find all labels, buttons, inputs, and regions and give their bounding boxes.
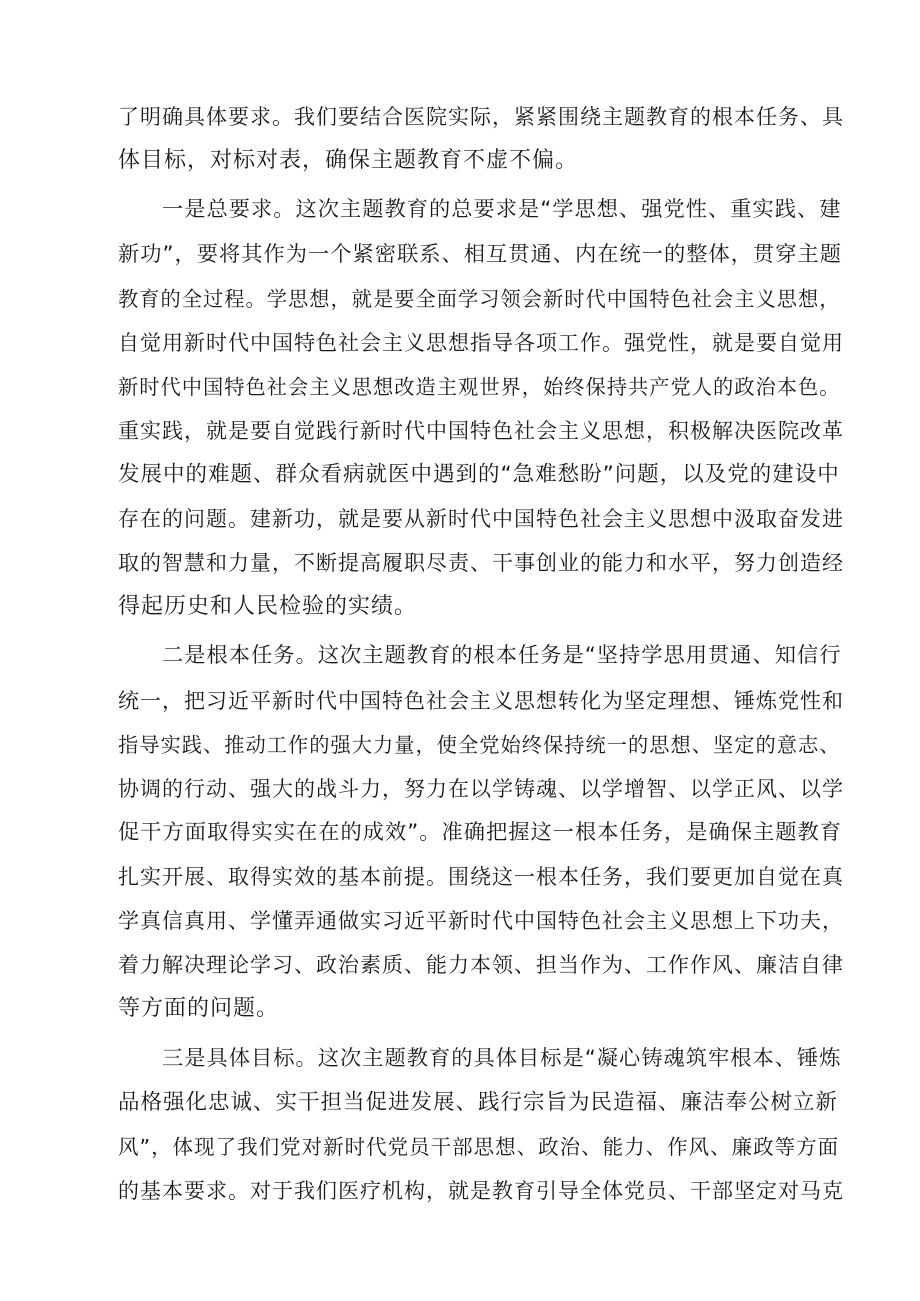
text-line: 发展中的难题、群众看病就医中遇到的“急难愁盼”问题，以及党的建设中	[118, 462, 840, 487]
text-line: 教育的全过程。学思想，就是要全面学习领会新时代中国特色社会主义思想，	[118, 287, 841, 311]
text-line: 新时代中国特色社会主义思想改造主观世界，始终保持共产党人的政治本色。	[118, 375, 841, 399]
text-line: 风”，体现了我们党对新时代党员干部思想、政治、能力、作风、廉政等方面	[118, 1135, 840, 1159]
text-line: 新功”，要将其作为一个紧密联系、相互贯通、内在统一的整体，贯穿主题	[118, 242, 843, 267]
text-line: 学真信真用、学懂弄通做实习近平新时代中国特色社会主义思想上下功夫，	[118, 909, 844, 933]
text-line: 促干方面取得实实在在的成效”。准确把握这一根本任务，是确保主题教育	[118, 820, 843, 845]
text-line: 着力解决理论学习、政治素质、能力本领、担当作为、工作作风、廉洁自律	[118, 953, 844, 977]
text-line: 等方面的问题。	[118, 996, 280, 1021]
text-line: 自觉用新时代中国特色社会主义思想指导各项工作。强党性，就是要自觉用	[118, 331, 844, 355]
text-line: 体目标，对标对表，确保主题教育不虚不偏。	[118, 148, 579, 173]
text-line: 得起历史和人民检验的实绩。	[118, 594, 418, 619]
paragraph-start-line: 二是根本任务。这次主题教育的根本任务是“坚持学思用贯通、知信行	[162, 643, 842, 668]
text-line: 统一，把习近平新时代中国特色社会主义思想转化为坚定理想、锤炼党性和	[118, 689, 844, 713]
paragraph-start-line: 一是总要求。这次主题教育的总要求是“学思想、强党性、重实践、建	[162, 197, 842, 222]
text-line: 重实践，就是要自觉践行新时代中国特色社会主义思想，积极解决医院改革	[118, 419, 844, 443]
text-line: 指导实践、推动工作的强大力量，使全党始终保持统一的思想、坚定的意志、	[118, 733, 841, 757]
text-line: 的基本要求。对于我们医疗机构，就是教育引导全体党员、干部坚定对马克	[118, 1179, 844, 1203]
text-line: 取的智慧和力量，不断提高履职尽责、干事创业的能力和水平，努力创造经	[118, 551, 844, 575]
text-line: 了明确具体要求。我们要结合医院实际，紧紧围绕主题教育的根本任务、具	[118, 105, 844, 129]
text-line: 存在的问题。建新功，就是要从新时代中国特色社会主义思想中汲取奋发进	[118, 507, 844, 531]
text-line: 品格强化忠诚、实干担当促进发展、践行宗旨为民造福、廉洁奉公树立新	[118, 1090, 839, 1115]
text-line: 协调的行动、强大的战斗力，努力在以学铸魂、以学增智、以学正风、以学	[118, 777, 844, 801]
text-line: 扎实开展、取得实效的基本前提。围绕这一根本任务，我们要更加自觉在真	[118, 865, 844, 889]
paragraph-start-line: 三是具体目标。这次主题教育的具体目标是“凝心铸魂筑牢根本、锤炼	[162, 1046, 842, 1071]
